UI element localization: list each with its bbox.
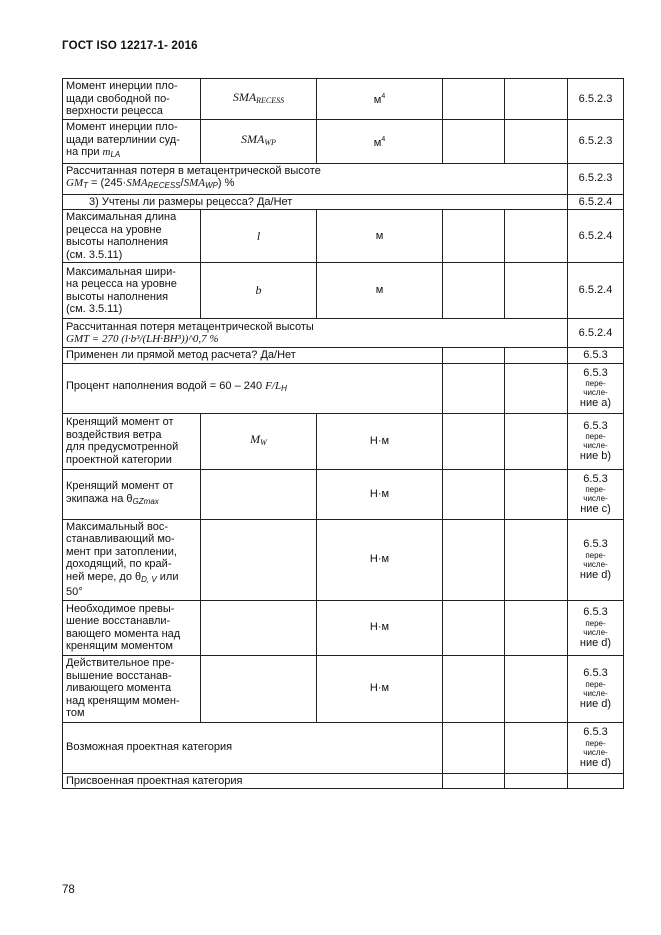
value-cell: [443, 469, 505, 519]
value-cell: [505, 210, 568, 263]
value-cell: [443, 210, 505, 263]
table-row: [63, 163, 624, 194]
clause-ref: 6.5.2.4: [568, 319, 624, 348]
clause-ref: 6.5.3 пере- числе- ние b): [568, 413, 624, 469]
clause-ref: 6.5.2.4: [568, 210, 624, 263]
value-cell: [443, 363, 505, 413]
row-question: 3) Учтены ли размеры рецесса? Да/Нет: [63, 194, 568, 210]
clause-ref: 6.5.3 пере- числе- ние d): [568, 655, 624, 722]
value-cell: [505, 263, 568, 319]
value-cell: [505, 600, 568, 655]
formula: GMT = 270 (l·b³/(LH·BH³))^0,7 %: [66, 333, 219, 345]
table-row: [63, 600, 624, 655]
value-cell: [443, 600, 505, 655]
row-label: Максимальный вос- станавливающий мо- мент при затоплении, доходящий, по край- ней мере, до $\theta_{D, V}$ или 50°: [63, 519, 201, 600]
row-label: Момент инерции пло- щади свободной по- верхности рецесса: [63, 79, 201, 120]
value-cell: [201, 600, 317, 655]
value-cell: [201, 469, 317, 519]
value-cell: [443, 722, 505, 773]
row-label: Процент наполнения водой = 60 – 240 $F/L_H$: [63, 363, 443, 413]
row-unit: Н·м: [317, 413, 443, 469]
value-cell: [201, 655, 317, 722]
clause-ref: 6.5.3 пере- числе- ние a): [568, 363, 624, 413]
row-label: Максимальная длина рецесса на уровне высоты наполнения (см. 3.5.11): [63, 210, 201, 263]
value-cell: [505, 655, 568, 722]
value-cell: [505, 413, 568, 469]
clause-ref: 6.5.2.3: [568, 120, 624, 164]
table-row: [63, 413, 624, 469]
row-unit: Н·м: [317, 519, 443, 600]
table-row: [63, 319, 624, 348]
row-unit: Н·м: [317, 469, 443, 519]
clause-ref: 6.5.2.4: [568, 263, 624, 319]
row-symbol: $SMA_{RECESS}$: [201, 79, 317, 120]
table-row: [63, 120, 624, 164]
clause-ref: [568, 773, 624, 789]
value-cell: [505, 519, 568, 600]
clause-ref: 6.5.2.3: [568, 163, 624, 194]
row-label: Рассчитанная потеря в метацентрической высоте $GM_T = (245\cdot SMA_{RECESS}/SMA_{WP})$ %: [63, 163, 568, 194]
page-number: 78: [62, 884, 75, 896]
value-cell: [505, 363, 568, 413]
row-unit: $м^4$: [317, 120, 443, 164]
table-row: [63, 263, 624, 319]
table-row: [63, 469, 624, 519]
value-cell: [443, 120, 505, 164]
clause-ref: 6.5.3 пере- числе- ние d): [568, 519, 624, 600]
row-unit: м: [317, 263, 443, 319]
table-row: [63, 363, 624, 413]
table-row: [63, 79, 624, 120]
value-cell: [443, 773, 505, 789]
clause-ref: 6.5.2.3: [568, 79, 624, 120]
row-label: Максимальная шири- на рецесса на уровне высоты наполнения (см. 3.5.11): [63, 263, 201, 319]
row-label: Рассчитанная потеря метацентрической высоты GMT = 270 (l·b³/(LH·BH³))^0,7 %: [63, 319, 568, 348]
document-header: ГОСТ ISO 12217-1- 2016: [62, 40, 198, 52]
row-label: Присвоенная проектная категория: [63, 773, 443, 789]
row-unit: $м^4$: [317, 79, 443, 120]
clause-ref: 6.5.2.4: [568, 194, 624, 210]
table-row: [63, 194, 624, 210]
value-cell: [505, 348, 568, 364]
table-row: [63, 655, 624, 722]
row-symbol: l: [201, 210, 317, 263]
row-unit: Н·м: [317, 600, 443, 655]
row-label: Момент инерции пло- щади ватерлинии суд- на при $m_{LA}$: [63, 120, 201, 164]
row-label: Кренящий момент от экипажа на $\theta_{GZmax}$: [63, 469, 201, 519]
value-cell: [505, 79, 568, 120]
row-label: Действительное пре- вышение восстанав- ливающего момента над кренящим момен- том: [63, 655, 201, 722]
value-cell: [443, 655, 505, 722]
row-symbol: $SMA_{WP}$: [201, 120, 317, 164]
row-symbol: $M_W$: [201, 413, 317, 469]
clause-ref: 6.5.3 пере- числе- ние d): [568, 600, 624, 655]
value-cell: [443, 263, 505, 319]
table-row: [63, 773, 624, 789]
clause-ref: 6.5.3: [568, 348, 624, 364]
value-cell: [505, 120, 568, 164]
row-label: Кренящий момент от воздействия ветра для предусмотренной проектной категории: [63, 413, 201, 469]
assessment-table: [62, 78, 624, 789]
value-cell: [443, 413, 505, 469]
table-row: [63, 519, 624, 600]
value-cell: [505, 469, 568, 519]
table-row: [63, 722, 624, 773]
row-label: Возможная проектная категория: [63, 722, 443, 773]
value-cell: [443, 348, 505, 364]
row-symbol: b: [201, 263, 317, 319]
row-unit: Н·м: [317, 655, 443, 722]
value-cell: [443, 79, 505, 120]
value-cell: [505, 773, 568, 789]
table-row: [63, 210, 624, 263]
clause-ref: 6.5.3 пере- числе- ние c): [568, 469, 624, 519]
value-cell: [505, 722, 568, 773]
value-cell: [201, 519, 317, 600]
table-row: [63, 348, 624, 364]
value-cell: [443, 519, 505, 600]
row-label: Необходимое превы- шение восстанавли- вающего момента над кренящим моментом: [63, 600, 201, 655]
clause-ref: 6.5.3 пере- числе- ние d): [568, 722, 624, 773]
row-question: Применен ли прямой метод расчета? Да/Нет: [63, 348, 443, 364]
row-unit: м: [317, 210, 443, 263]
